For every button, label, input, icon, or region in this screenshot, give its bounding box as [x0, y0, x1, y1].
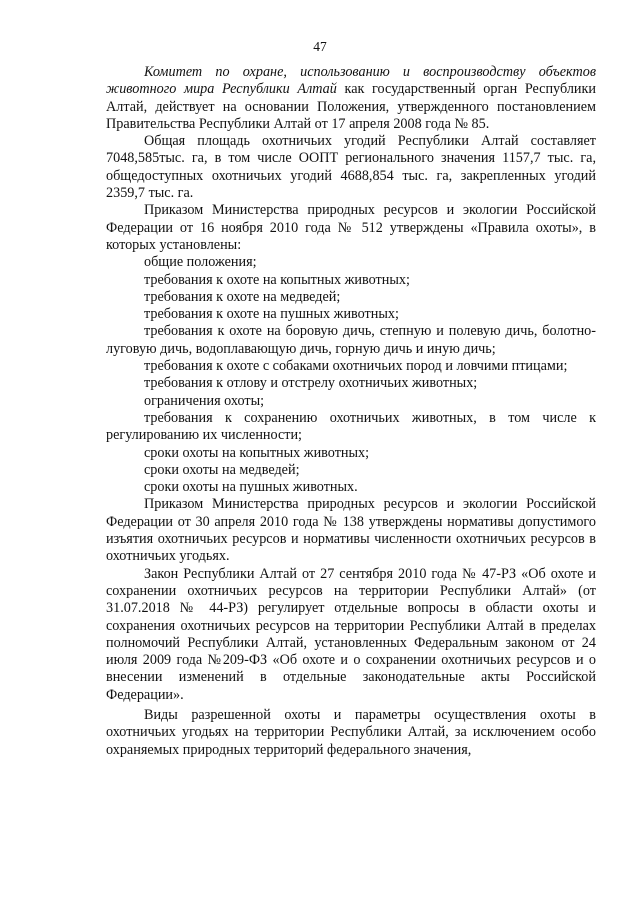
paragraph-hunting-area: Общая площадь охотничьих угодий Республики Алтай составляет 7048,585тыс. га, в том числе ООПТ регионального значения 1157,7 тыс. га, общедоступных охотничьих угодий 4688,854 тыс. га, закрепленных угодий 2359,7 тыс. га. — [106, 133, 596, 202]
list-item: ограничения охоты; — [144, 392, 265, 409]
list-item: требования к охоте на пушных животных; — [144, 306, 399, 323]
list-item: требования к отлову и отстрелу охотничьих животных; — [144, 375, 478, 392]
list-item: требования к охоте на боровую дичь, степную и полевую дичь, болотно-луговую дичь, водоплавающую дичь, горную дичь и иную дичь; — [106, 323, 596, 357]
committee-description: как государственный орган Республики Алтай, действует на основании Положения, утвержденного постановлением Правительства Республики Алтай от 17 апреля 2008 года № 85. — [106, 81, 596, 132]
list-item: общие положения; — [144, 254, 257, 271]
list-item: сроки охоты на медведей; — [144, 461, 300, 478]
document-body — [106, 64, 596, 759]
list-item: требования к охоте с собаками охотничьих пород и ловчими птицами; — [144, 358, 568, 375]
paragraph-law-47rz: Закон Республики Алтай от 27 сентября 2010 года № 47-РЗ «Об охоте и сохранении охотничьих ресурсов на территории Республики Алтай» (от 31.07.2018 № 44-РЗ) регулирует отдельные вопросы в области охоты и сохранения охотничьих ресурсов на территории Республики Алтай в пределах полномочий Республики Алтай, установленных Федеральным законом от 24 июля 2009 года №209-ФЗ «Об охоте и о сохранении охотничьих ресурсов и о внесении изменений в отдельные законодательные акты Российской Федерации». — [106, 565, 596, 703]
paragraph-hunting-types: Виды разрешенной охоты и параметры осуществления охоты в охотничьих угодьях на территории Республики Алтай, за исключением особо охраняемых природных территорий федерального значения, — [106, 706, 596, 758]
paragraph-order-512: Приказом Министерства природных ресурсов и экологии Российской Федерации от 16 ноября 2010 года № 512 утверждены «Правила охоты», в которых установлены: — [106, 202, 596, 253]
list-item: требования к охоте на копытных животных; — [144, 271, 410, 288]
rules-list — [106, 254, 596, 496]
paragraph-committee — [106, 64, 596, 133]
list-item: сроки охоты на пушных животных. — [144, 479, 358, 496]
page-number: 47 — [313, 39, 327, 54]
committee-name: Комитет по охране, использованию и воспроизводству объектов животного мира Республики Алтай — [106, 64, 596, 98]
list-item: требования к сохранению охотничьих животных, в том числе к регулированию их численности; — [106, 409, 596, 444]
list-item: сроки охоты на копытных животных; — [144, 444, 370, 461]
paragraph-order-138: Приказом Министерства природных ресурсов и экологии Российской Федерации от 30 апреля 2010 года № 138 утверждены нормативы допустимого изъятия охотничьих ресурсов и нормативы численности охотничьих ресурсов в охотничьих угодьях. — [106, 496, 596, 565]
list-item: требования к охоте на медведей; — [144, 288, 341, 305]
